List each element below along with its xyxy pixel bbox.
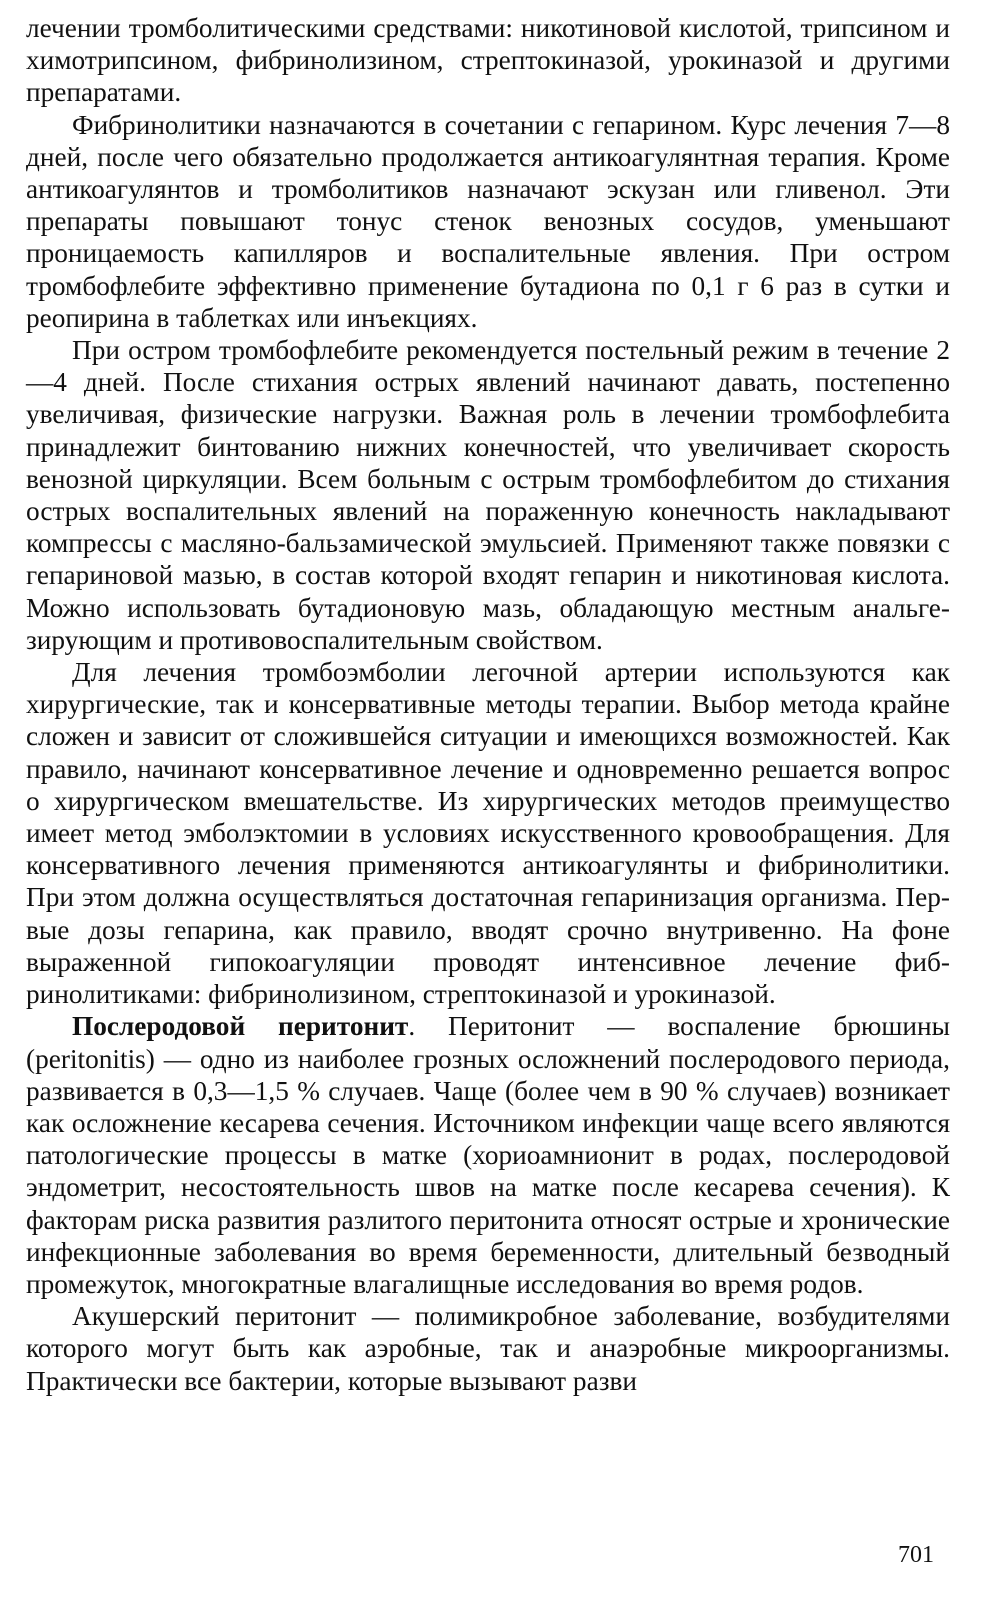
paragraph-text: Фибринолитики назначаются в сочетании с гепарином. Курс лечения 7—8 дней, после чего обязательно продолжается антикоагулянтная терапия. Кроме антикоагулянтов и тромболитиков назначают эскузан или гливенол. Эти препараты повышают тонус стенок венозных сосудов, уменьшают проницаемость капилляров и воспалительные явления. При остром тромбофлебите эффективно применение бутадиона по 0,1 г 6 раз в сутки и реопирина в таблетках или инъекциях. — [26, 109, 950, 333]
paragraph-text: Для лечения тромбоэмболии легочной артерии используются как хирургические, так и консервативные методы терапии. Выбор метода крайне сложен и зависит от сложившейся ситуации и имеющихся возможностей. Как правило, начинают консервативное лечение и одновременно решается вопрос о хирургическом вмешательстве. Из хирургических методов преимущество имеет метод эмболэктомии в условиях искусственного кровообращения. Для консервативного лечения применяются антикоагулянты и фибринолитики. При этом должна осуществляться достаточная гепаринизация организма. Первые дозы гепарина, как правило, вводят срочно внутривенно. На фоне выраженной гипокоагуляции проводят интенсивное лечение фибринолитиками: фибринолизином, стрептокиназой и урокиназой. — [26, 657, 950, 1010]
paragraph-text: При остром тромбофлебите рекомендуется постельный режим в течение 2—4 дней. После стихания острых явлений начинают давать, постепенно увеличивая, физические нагрузки. Важная роль в лечении тромбофлебита принадлежит бинтованию нижних конечностей, что увеличивает скорость венозной циркуляции. Всем больным с острым тромбофлебитом до стихания острых воспалительных явлений на пораженную конечность накладывают компрессы с масляно-бальзамической эмульсией. Применяют также повязки с гепариновой мазью, в состав которой входят гепарин и никотиновая кислота. Можно использовать бутадионовую мазь, обладающую местным анальгезирующим и противовоспалительным свойством. — [26, 335, 950, 655]
page-number: 701 — [898, 1542, 934, 1568]
paragraph-obstetric-peritonitis — [26, 1300, 950, 1397]
paragraph-text: Акушерский перитонит — полимикробное заболевание, возбудителями которого могут быть как аэробные, так и анаэробные микроорганизмы. Практически все бактерии, которые вызывают разви — [26, 1301, 950, 1396]
paragraph-peritonitis — [26, 1010, 950, 1300]
paragraph-text: . Перитонит — воспаление брюшины (peritonitis) — одно из наиболее грозных осложнений послеродового периода, развивается в 0,3—1,5 % случаев. Чаще (более чем в 90 % случаев) возникает как осложнение кесарева сечения. Источником инфекции чаще всего являются патологические процессы в матке (хориоамнионит в родах, послеродовой эндометрит, несостоятельность швов на матке после кесарева сечения). К факторам риска развития разлитого перитонита относят острые и хронические инфекционные заболевания во время беременности, длительный безводный промежуток, многократные влагалищные исследования во время родов. — [26, 1011, 950, 1299]
run-in-heading: Послеродовой перитонит — [72, 1011, 409, 1042]
page-body — [26, 12, 950, 1397]
paragraph-text: лечении тромболитическими средствами: никотиновой кислотой, трипсином и химотрипсином, фибринолизином, стрептокиназой, урокиназой и другими препаратами. — [26, 13, 950, 108]
paragraph-fibrinolytics — [26, 109, 950, 334]
paragraph-pulmonary-embolism — [26, 656, 950, 1010]
paragraph-continuation — [26, 12, 950, 109]
paragraph-acute-thrombophlebitis — [26, 334, 950, 656]
